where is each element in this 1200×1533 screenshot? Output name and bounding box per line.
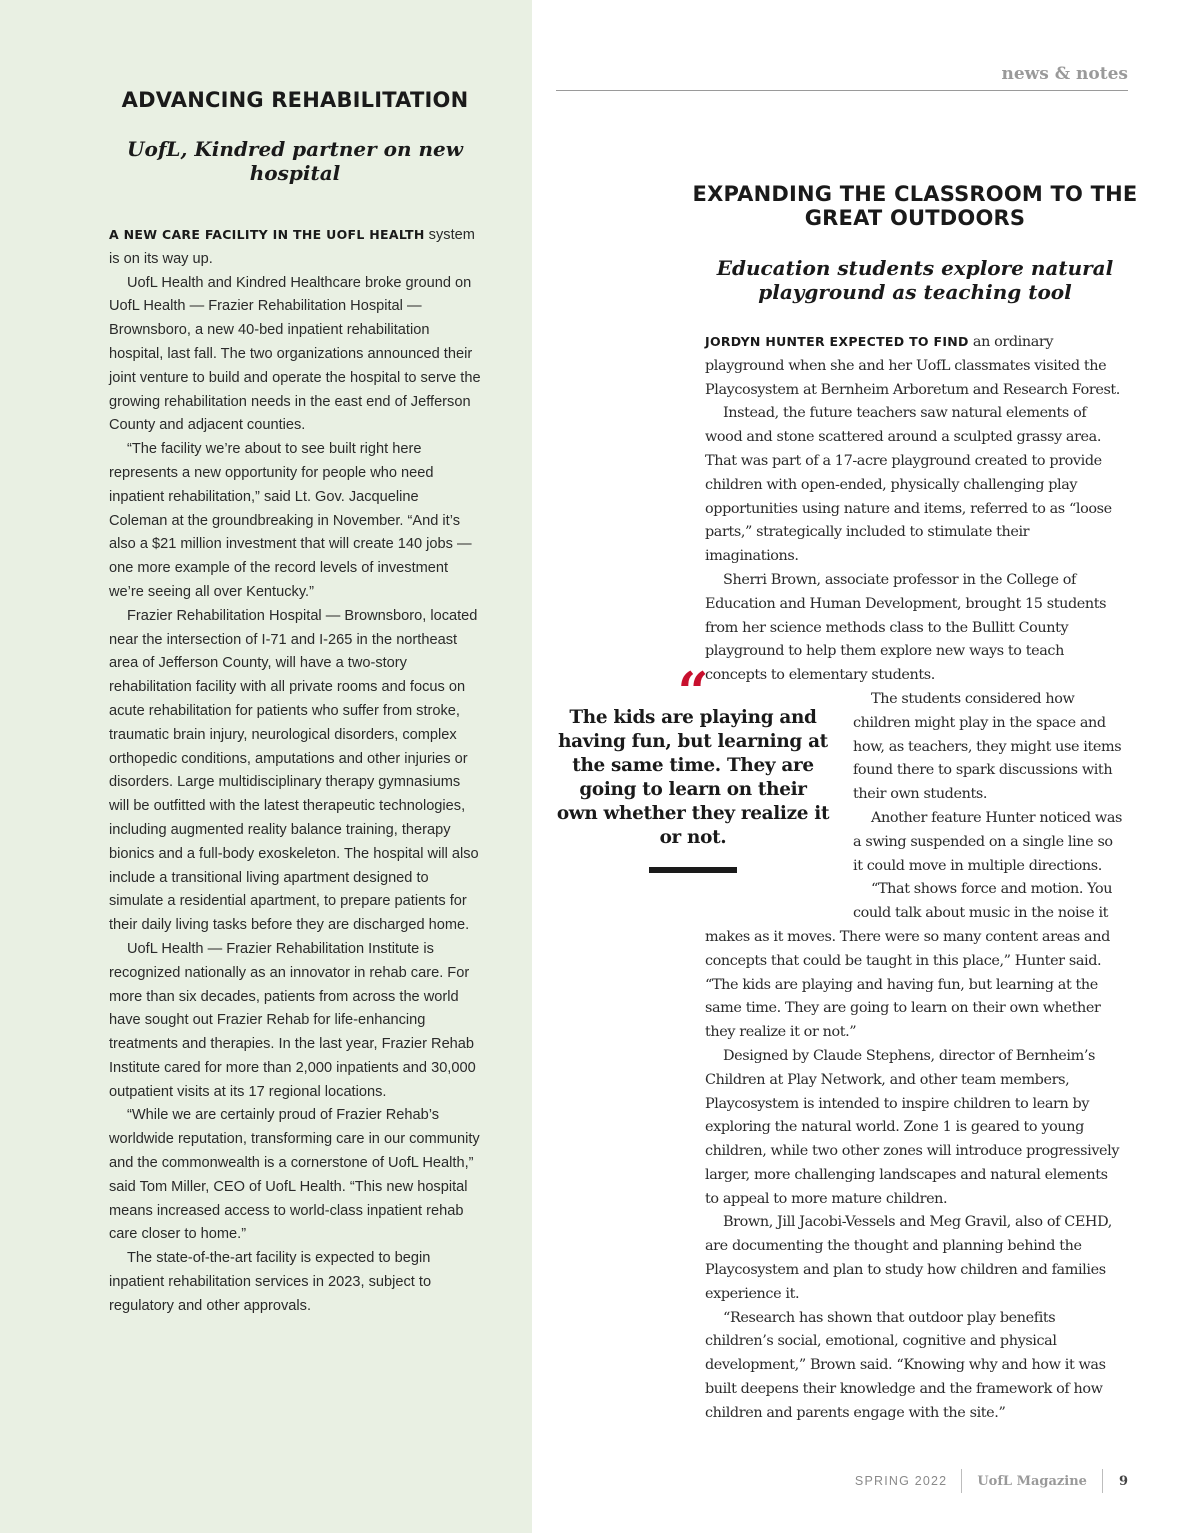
left-lead-rest: system is on its way up. xyxy=(109,227,475,267)
right-paragraph: Another feature Hunter noticed was a swing suspended on a single line so it could move in multiple directions. xyxy=(853,809,1122,874)
right-body xyxy=(705,330,1125,1426)
left-article xyxy=(109,86,481,1319)
right-paragraph: The students considered how children might play in the space and how, as teachers, they might use items found there to spark discussions with their own students. xyxy=(853,690,1122,803)
right-headline: EXPANDING THE CLASSROOM TO THE GREAT OUTDOORS xyxy=(692,182,1138,230)
right-paragraph: “Research has shown that outdoor play benefits children’s social, emotional, cognitive and physical development,” Brown said. “Knowing why and how it was built deepens their knowledge and the framework of how children and parents engage with the site.” xyxy=(705,1309,1106,1421)
pull-quote-bar xyxy=(649,867,737,873)
section-rule xyxy=(556,90,1128,91)
right-lead-in: JORDYN HUNTER EXPECTED TO FIND xyxy=(705,334,969,349)
left-paragraph: Frazier Rehabilitation Hospital — Brownsboro, located near the intersection of I-71 and I-265 in the northeast area of Jefferson County, will have a two-story rehabilitation facility with all private rooms and focus on acute rehabilitation for patients who suffer from stroke, traumatic brain injury, neurological disorders, complex orthopedic conditions, amputations and other injuries or disorders. Large multidisciplinary therapy gymnasiums will be outfitted with the latest therapeutic technologies, including augmented reality balance training, therapy bionics and a full-body exoskeleton. The hospital will also include a transitional living apartment designed to simulate a residential apartment, to prepare patients for their daily living tasks before they are discharged home. xyxy=(109,607,479,934)
right-lead-paragraph xyxy=(705,330,1125,402)
left-body xyxy=(109,223,481,1319)
right-paragraph: “That shows force and motion. You could talk about music in the noise it makes as it moves. There were so many content areas and concepts that could be taught in this place,” Hunter said. “The kids are playing and having fun, but learning at the same time. They are going to learn on their own whether they realize it or not.” xyxy=(705,881,1113,1041)
pull-quote-text: The kids are playing and having fun, but learning at the same time. They are going to learn on their own whether they realize it or not. xyxy=(556,707,830,848)
left-paragraph: UofL Health and Kindred Healthcare broke ground on UofL Health — Frazier Rehabilitation Hospital — Brownsboro, a new 40-bed inpatient rehabilitation hospital, last fall. The two organizations announced their joint venture to build and operate the hospital to serve the growing rehabilitation needs in the east end of Jefferson County and adjacent counties. xyxy=(109,274,481,434)
footer-magazine-name: UofL Magazine xyxy=(977,1473,1087,1489)
right-paragraph: Brown, Jill Jacobi-Vessels and Meg Gravil, also of CEHD, are documenting the thought and planning behind the Playcosystem and plan to study how children and families experience it. xyxy=(705,1214,1112,1302)
page-number: 9 xyxy=(1118,1473,1128,1489)
left-lead-paragraph xyxy=(109,223,481,272)
page-footer xyxy=(855,1468,1128,1494)
right-paragraph: Designed by Claude Stephens, director of Bernheim’s Children at Play Network, and other team members, Playcosystem is intended to inspire children to learn by exploring the natural world. Zone 1 is geared to young children, while two other zones will introduce progressively larger, more challenging landscapes and natural elements to appeal to more mature children. xyxy=(705,1047,1120,1207)
section-label: news & notes xyxy=(1001,64,1128,84)
left-paragraph: UofL Health — Frazier Rehabilitation Institute is recognized nationally as an innovator in rehab care. For more than six decades, patients from across the world have sought out Frazier Rehab for life-enhancing treatments and therapies. In the last year, Frazier Rehab Institute cared for more than 2,000 inpatients and 30,000 outpatient visits at its 17 regional locations. xyxy=(109,940,476,1100)
quote-mark-icon: “ xyxy=(677,660,709,724)
left-paragraph: The state-of-the-art facility is expected to begin inpatient rehabilitation services in 2023, subject to regulatory and other approvals. xyxy=(109,1250,432,1314)
footer-issue-date: SPRING 2022 xyxy=(854,1474,948,1488)
left-paragraph: “The facility we’re about to see built right here represents a new opportunity for people who need inpatient rehabilitation,” said Lt. Gov. Jacqueline Coleman at the groundbreaking in November. “And it’s also a $21 million investment that will create 140 jobs — one more example of the record levels of investment we’re seeing all over Kentucky.” xyxy=(109,441,472,600)
left-paragraph: “While we are certainly proud of Frazier Rehab’s worldwide reputation, transforming care in our community and the commonwealth is a cornerstone of UofL Health,” said Tom Miller, CEO of UofL Health. “This new hospital means increased access to world-class inpatient rehab care closer to home.” xyxy=(109,1107,480,1243)
right-lead-rest: an ordinary playground when she and her UofL classmates visited the Playcosystem at Bernheim Arboretum and Research Forest. xyxy=(705,334,1120,398)
right-paragraph: Sherri Brown, associate professor in the College of Education and Human Development, brought 15 students from her science methods class to the Bullitt County playground to help them explore new ways to teach concepts to elementary students. xyxy=(705,571,1107,684)
left-headline: ADVANCING REHABILITATION xyxy=(121,88,469,112)
left-lead-in: A NEW CARE FACILITY IN THE UOFL HEALTH xyxy=(109,227,425,242)
right-subhead: Education students explore natural playground as teaching tool xyxy=(716,256,1114,304)
left-subhead: UofL, Kindred partner on new hospital xyxy=(127,137,463,185)
right-paragraph: Instead, the future teachers saw natural elements of wood and stone scattered around a sculpted grassy area. That was part of a 17-acre playground created to provide children with open-ended, physically challenging play opportunities using nature and items, referred to as “loose parts,” strategically included to stimulate their imaginations. xyxy=(705,405,1112,565)
pull-quote xyxy=(556,660,830,873)
